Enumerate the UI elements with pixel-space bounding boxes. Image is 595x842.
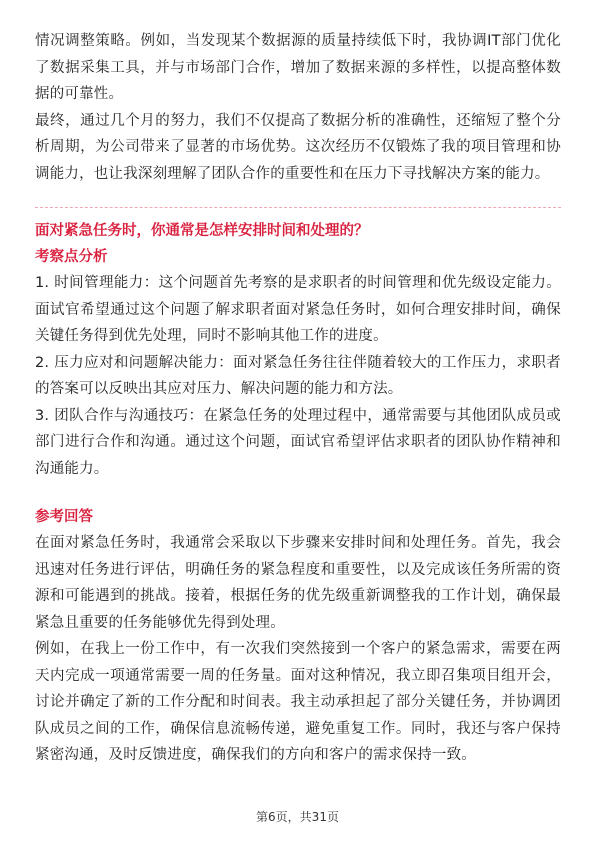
document-page [35,28,561,769]
section-divider [35,207,561,208]
section-gap [35,482,561,504]
intro-paragraph: 情况调整策略。例如，当发现某个数据源的质量持续低下时，我协调IT部门优化了数据采集工具，并与市场部门合作，增加了数据来源的多样性，以提高整体数据的可靠性。 [35,33,561,102]
answer-paragraph: 在面对紧急任务时，我通常会采取以下步骤来安排时间和处理任务。首先，我会迅速对任务进行评估，明确任务的紧急程度和重要性，以及完成该任务所需的资源和可能遇到的挑战。接着，根据任务的优先级重新调整我的工作计划，确保最紧急且重要的任务能够优先得到处理。 [35,535,561,631]
analysis-heading: 考察点分析 [35,249,108,265]
page-footer [0,808,595,825]
answer-paragraph: 例如，在我上一份工作中，有一次我们突然接到一个客户的紧急需求，需要在两天内完成一项通常需要一周的任务量。面对这种情况，我立即召集项目组开会，讨论并确定了新的工作分配和时间表。我主动承担起了部分关键任务，并协调团队成员之间的工作，确保信息流畅传递，避免重复工作。同时，我还与客户保持紧密沟通，及时反馈进度，确保我们的方向和客户的需求保持一致。 [35,641,561,763]
page-number-label: 第6页，共31页 [256,810,339,824]
analysis-item: 3. 团队合作与沟通技巧：在紧急任务的处理过程中，通常需要与其他团队成员或部门进行合作和沟通。通过这个问题，面试官希望评估求职者的团队协作精神和沟通能力。 [35,407,561,477]
question-title: 面对紧急任务时，你通常是怎样安排时间和处理的？ [35,223,369,239]
answer-heading: 参考回答 [35,509,93,525]
analysis-item: 2. 压力应对和问题解决能力：面对紧急任务往往伴随着较大的工作压力，求职者的答案可以反映出其应对压力、解决问题的能力和方法。 [35,354,561,397]
intro-paragraph: 最终，通过几个月的努力，我们不仅提高了数据分析的准确性，还缩短了整个分析周期，为公司带来了显著的市场优势。这次经历不仅锻炼了我的项目管理和协调能力，也让我深刻理解了团队合作的重要性和在压力下寻找解决方案的能力。 [35,112,561,182]
analysis-item: 1. 时间管理能力：这个问题首先考察的是求职者的时间管理和优先级设定能力。面试官希望通过这个问题了解求职者面对紧急任务时，如何合理安排时间，确保关键任务得到优先处理，同时不影响其他工作的进度。 [35,275,561,344]
